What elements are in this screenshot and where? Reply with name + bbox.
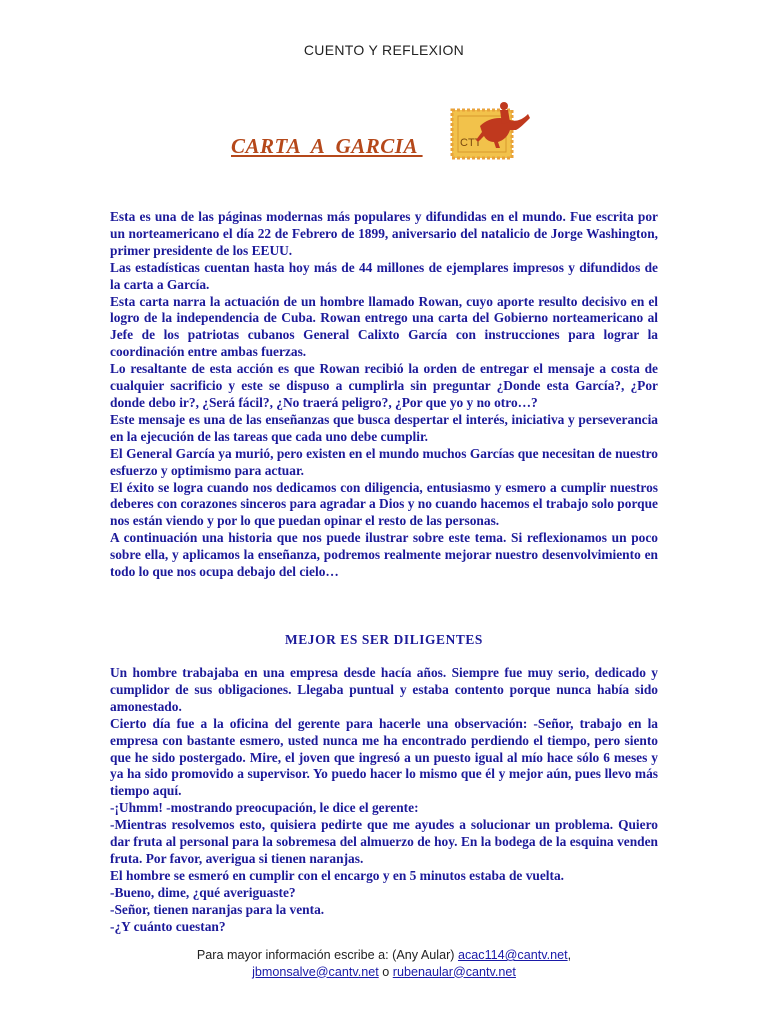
intro-paragraph: El General García ya murió, pero existen en el mundo muchos Garcías que necesitan de nuestro esfuerzo y optimismo para actuar.	[110, 445, 658, 478]
section-title: MEJOR ES SER DILIGENTES	[285, 632, 483, 647]
intro-paragraph: El éxito se logra cuando nos dedicamos con diligencia, entusiasmo y esmero a cumplir nuestros deberes con corazones sinceros para agradar a Dios y no cuando hacemos el trabajo solo porque nos están viendo y por lo que puedan opinar el resto de las personas.	[110, 479, 658, 529]
footer-prefix: Para mayor información escribe a: (Any Aular)	[196, 948, 458, 962]
story-paragraph: -Señor, tienen naranjas para la venta.	[110, 901, 325, 917]
intro-paragraph: Esta carta narra la actuación de un hombre llamado Rowan, cuyo aporte resulto decisivo en el logro de la independencia de Cuba. Rowan entrego una carta del Gobierno norteamericano al Jefe de los patriotas cubanos General Calixto García con instrucciones para lograr la coordinación entre ambas fuerzas.	[110, 293, 658, 360]
footer-comma: ,	[567, 948, 572, 962]
title-row	[0, 96, 768, 176]
intro-paragraph: Las estadísticas cuentan hasta hoy más de 44 millones de ejemplares impresos y difundidos de la carta a García.	[110, 259, 658, 292]
story-paragraph: Cierto día fue a la oficina del gerente para hacerle una observación: -Señor, trabajo en la empresa con bastante esmero, usted nunca me ha encontrado perdiendo el tiempo, pero siento que he sido postergado. Mire, el joven que ingresó a un puesto igual al mío hace sólo 6 meses y ya ha sido promovido a supervisor. Yo puedo hacer lo mismo que él y mejor aún, pues llevo más tiempo aquí.	[110, 715, 658, 799]
page-header: CUENTO Y REFLEXION	[303, 42, 465, 58]
footer-line-2	[0, 964, 768, 981]
story-paragraph: -Mientras resolvemos esto, quisiera pedirte que me ayudes a solucionar un problema. Quiero dar fruta al personal para la sobremesa del almuerzo de hoy. En la bodega de la esquina venden fruta. Por favor, averigua si tienen naranjas.	[110, 817, 658, 866]
postal-stamp-logo	[450, 96, 536, 160]
intro-paragraph: Esta es una de las páginas modernas más populares y difundidas en el mundo. Fue escrita por un norteamericano el día 22 de Febrero de 1899, aniversario del natalicio de Jorge Washington, primer presidente de los EEUU.	[110, 209, 658, 258]
story-paragraph: -¡Uhmm! -mostrando preocupación, le dice el gerente:	[110, 800, 419, 816]
footer-connector: o	[378, 964, 393, 979]
page-footer	[0, 947, 768, 980]
story-text-block	[110, 665, 658, 936]
intro-paragraph: Este mensaje es una de las enseñanzas que busca despertar el interés, iniciativa y perseverancia en la ejecución de las tareas que cada uno debe cumplir.	[110, 411, 658, 444]
story-paragraph: El hombre se esmeró en cumplir con el encargo y en 5 minutos estaba de vuelta.	[110, 867, 565, 883]
email-link-jbmonsalve[interactable]: jbmonsalve@cantv.net	[252, 964, 379, 979]
story-paragraph: -¿Y cuánto cuestan?	[110, 918, 226, 934]
email-link-rubenaular[interactable]: rubenaular@cantv.net	[392, 964, 516, 979]
document-title: CARTA A GARCIA	[231, 134, 423, 158]
intro-paragraph: A continuación una historia que nos puede ilustrar sobre este tema. Si reflexionamos un poco sobre ella, y aplicamos la enseñanza, podremos realmente mejorar nuestro desenvolvimiento en todo lo que nos ocupa debajo del cielo…	[110, 530, 658, 580]
footer-line-1	[0, 947, 768, 964]
intro-paragraph: Lo resaltante de esta acción es que Rowan recibió la orden de entregar el mensaje a costa de cualquier sacrificio y este se dispuso a cumplirla sin preguntar ¿Donde esta García?, ¿Por donde debo ir?, ¿Será fácil?, ¿No traerá peligro?, ¿Por que yo y no otro…?	[110, 361, 658, 410]
email-link-acac114[interactable]: acac114@cantv.net	[457, 948, 568, 962]
story-paragraph: Un hombre trabajaba en una empresa desde hacía años. Siempre fue muy serio, dedicado y cumplidor de sus obligaciones. Llegaba puntual y estaba contento porque nunca había sido amonestado.	[110, 665, 658, 714]
stamp-label: CTT	[460, 137, 482, 149]
intro-text-block	[110, 209, 658, 581]
story-paragraph: -Bueno, dime, ¿qué averiguaste?	[110, 884, 296, 900]
